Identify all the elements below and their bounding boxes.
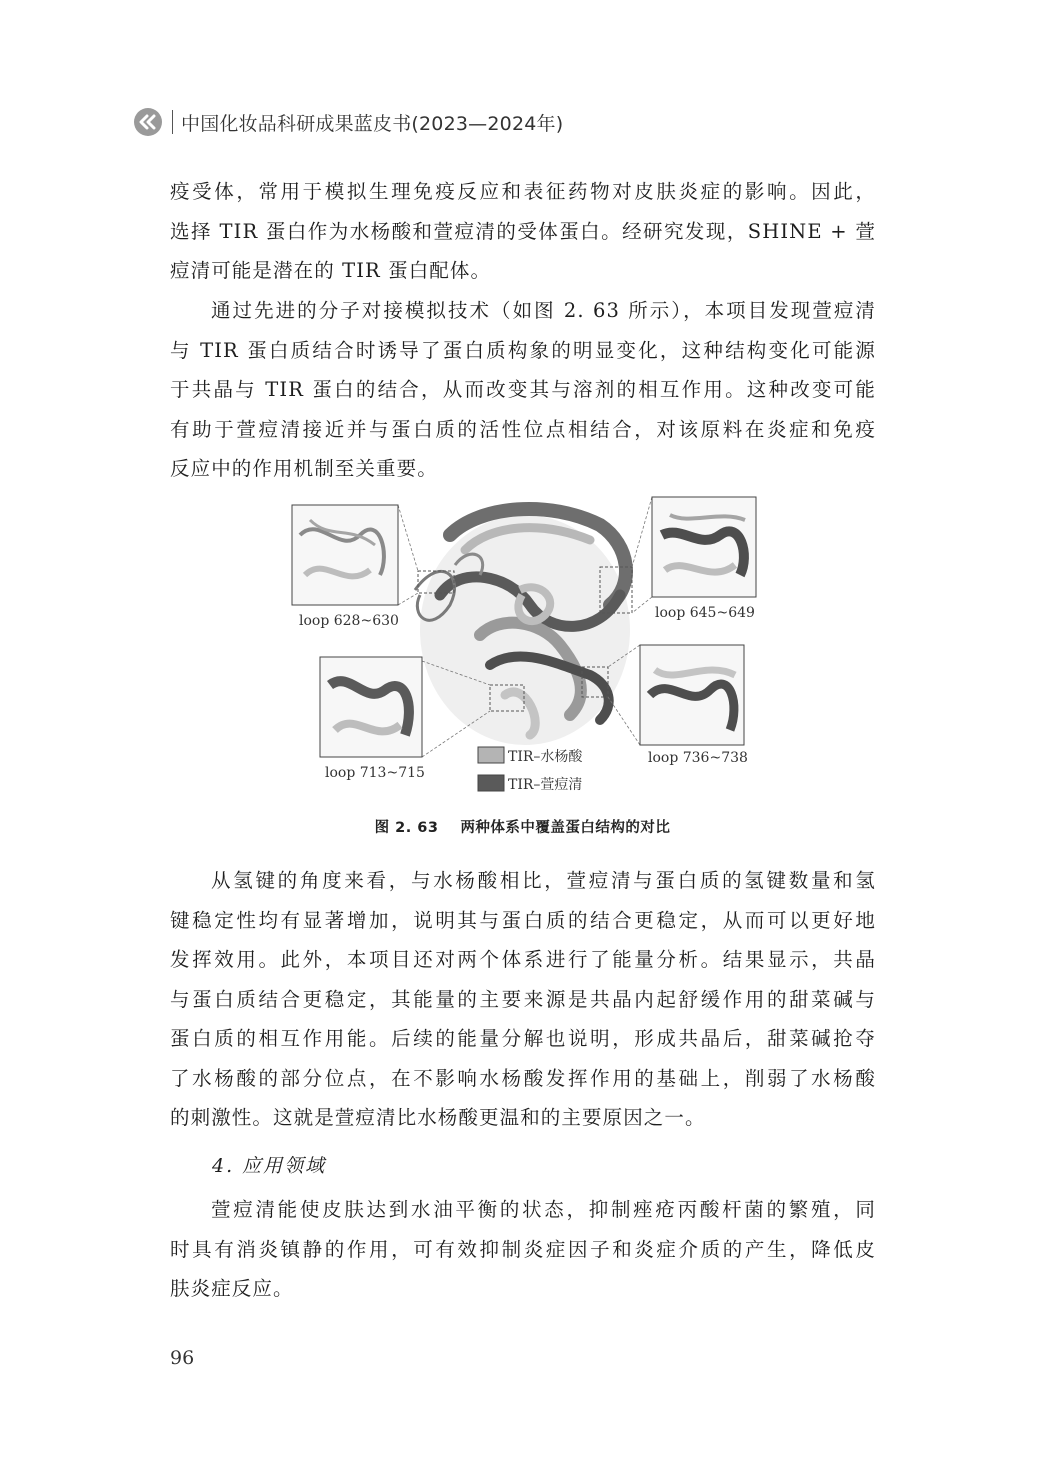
protein-structure-figure bbox=[290, 495, 760, 795]
paragraph-4 bbox=[170, 1190, 876, 1309]
legend-label: TIR–水杨酸 bbox=[508, 749, 583, 765]
section-subheading: 4. 应用领域 bbox=[212, 1155, 327, 1177]
text-line: 肤炎症反应。 bbox=[170, 1277, 294, 1300]
text-line: 与 TIR 蛋白质结合时诱导了蛋白质构象的明显变化，这种结构变化可能源 bbox=[170, 338, 876, 362]
text-line: 与蛋白质结合更稳定，其能量的主要来源是共晶内起舒缓作用的甜菜碱与 bbox=[170, 987, 876, 1011]
figure-caption-text: 两种体系中覆盖蛋白结构的对比 bbox=[460, 820, 671, 836]
book-title: 中国化妆品科研成果蓝皮书(2023—2024年) bbox=[181, 112, 564, 135]
text-line: 蛋白质的相互作用能。后续的能量分解也说明，形成共晶后，甜菜碱抢夺 bbox=[170, 1027, 876, 1050]
text-line: 键稳定性均有显著增加，说明其与蛋白质的结合更稳定，从而可以更好地 bbox=[170, 908, 876, 932]
legend-swatch-salicylic bbox=[478, 747, 504, 763]
figure-caption bbox=[0, 816, 1045, 837]
page-number: 96 bbox=[170, 1347, 195, 1369]
legend-swatch-xuandouqing bbox=[478, 775, 504, 791]
paragraph-3 bbox=[170, 861, 876, 1138]
text-line: 时具有消炎镇静的作用，可有效抑制炎症因子和炎症介质的产生，降低皮 bbox=[170, 1237, 876, 1261]
text-line: 发挥效用。此外，本项目还对两个体系进行了能量分析。结果显示，共晶 bbox=[170, 948, 876, 971]
figure-number: 图 2. 63 bbox=[374, 820, 439, 836]
text-line: 于共晶与 TIR 蛋白的结合，从而改变其与溶剂的相互作用。这种改变可能 bbox=[170, 378, 876, 401]
paragraph-2 bbox=[170, 291, 876, 489]
inset-loop-645-649 bbox=[652, 497, 756, 597]
double-chevron-left-icon bbox=[134, 108, 162, 136]
text-line: 萱痘清能使皮肤达到水油平衡的状态，抑制痤疮丙酸杆菌的繁殖，同 bbox=[211, 1198, 876, 1221]
header-divider bbox=[172, 110, 173, 134]
inset-label: loop 645~649 bbox=[655, 605, 755, 621]
text-line: 通过先进的分子对接模拟技术（如图 2. 63 所示），本项目发现萱痘清 bbox=[211, 299, 876, 322]
text-line: 选择 TIR 蛋白作为水杨酸和萱痘清的受体蛋白。经研究发现，SHINE + 萱 bbox=[170, 219, 876, 243]
protein-comparison-image bbox=[290, 495, 760, 795]
text-line: 痘清可能是潜在的 TIR 蛋白配体。 bbox=[170, 259, 492, 282]
inset-loop-628-630 bbox=[292, 505, 398, 605]
inset-loop-736-738 bbox=[640, 645, 744, 745]
text-line: 反应中的作用机制至关重要。 bbox=[170, 457, 438, 480]
inset-label: loop 736~738 bbox=[648, 750, 748, 766]
inset-label: loop 713~715 bbox=[325, 765, 425, 781]
inset-label: loop 628~630 bbox=[299, 613, 399, 629]
paragraph-1 bbox=[170, 172, 876, 291]
running-header bbox=[134, 106, 563, 138]
text-line: 从氢键的角度来看，与水杨酸相比，萱痘清与蛋白质的氢键数量和氢 bbox=[211, 869, 876, 892]
figure-legend bbox=[478, 747, 583, 793]
text-line: 的刺激性。这就是萱痘清比水杨酸更温和的主要原因之一。 bbox=[170, 1106, 706, 1129]
legend-label: TIR–萱痘清 bbox=[508, 777, 583, 793]
inset-loop-713-715 bbox=[320, 657, 422, 757]
text-line: 了水杨酸的部分位点，在不影响水杨酸发挥作用的基础上，削弱了水杨酸 bbox=[170, 1066, 876, 1090]
protein-ribbon-cluster bbox=[415, 509, 630, 745]
text-line: 有助于萱痘清接近并与蛋白质的活性位点相结合，对该原料在炎症和免疫 bbox=[170, 417, 876, 441]
text-line: 疫受体，常用于模拟生理免疫反应和表征药物对皮肤炎症的影响。因此， bbox=[170, 180, 876, 203]
